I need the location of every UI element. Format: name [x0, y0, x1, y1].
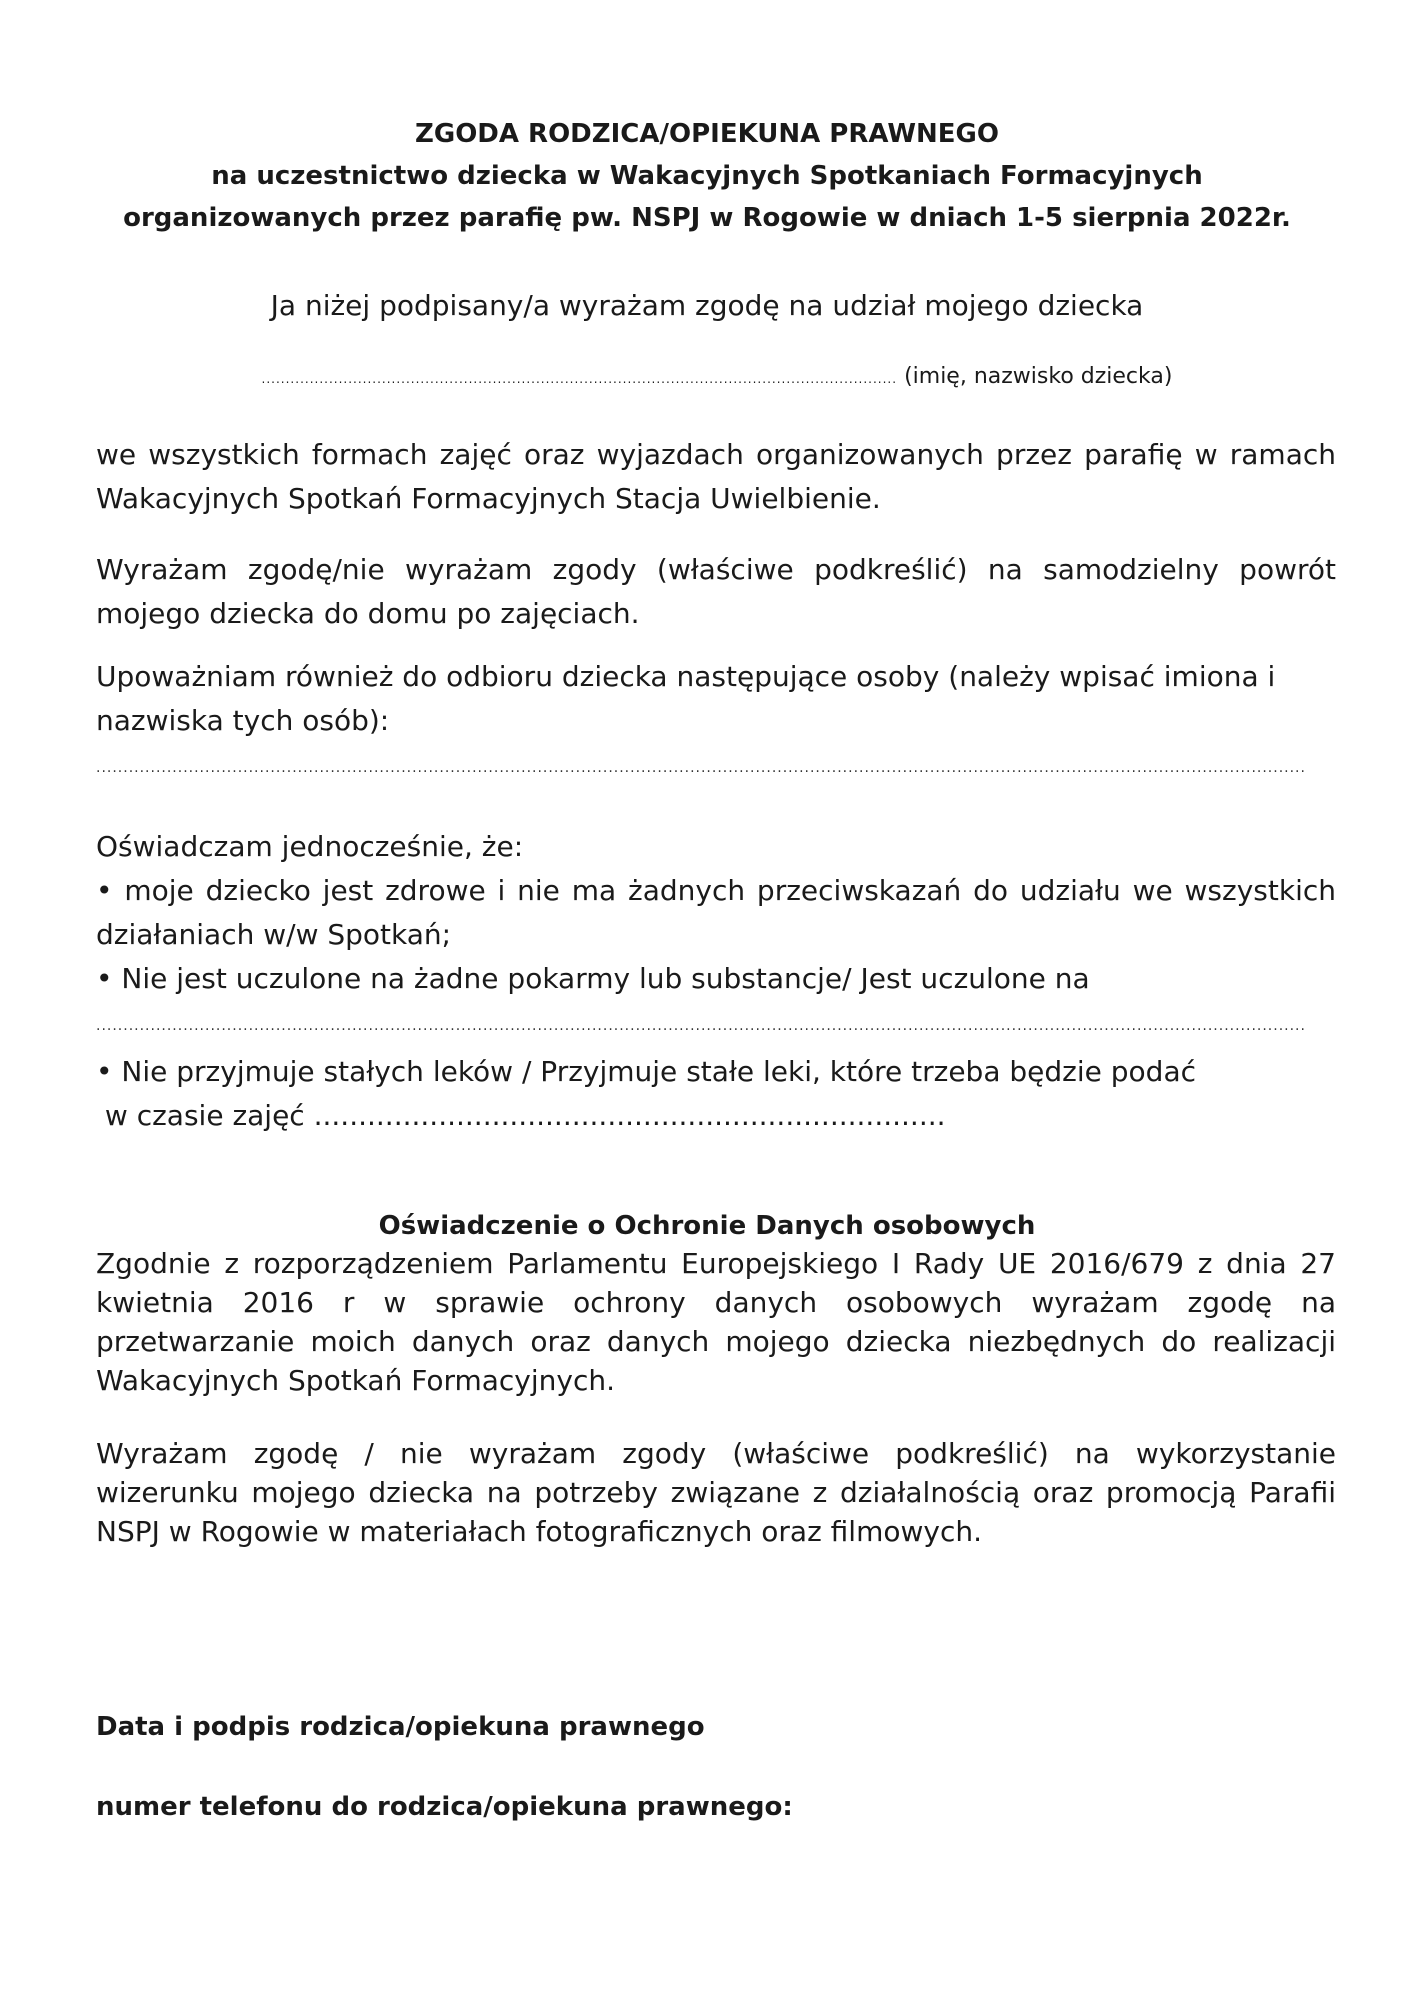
declaration-allergy: • Nie jest uczulone na żadne pokarmy lub substancje/ Jest uczulone na [96, 962, 1090, 995]
declaration-health-line-1: • moje dziecko jest zdrowe i nie ma żadnych przeciwskazań do udziału we wszystkich [96, 874, 1336, 907]
declarations [96, 825, 1336, 1001]
phone-number-label: numer telefonu do rodzica/opiekuna prawnego: [96, 1792, 793, 1822]
pickup-paragraph [96, 655, 1336, 743]
activities-line-2: Wakacyjnych Spotkań Formacyjnych Stacja Uwielbienie. [96, 482, 881, 515]
pickup-dotted-line: .............................................................................................................................................................................................................................. [96, 760, 1306, 776]
image-consent-line-1: Wyrażam zgodę / nie wyrażam zgody (właściwe podkreślić) na wykorzystanie [96, 1437, 1336, 1470]
return-paragraph [96, 548, 1336, 636]
data-protection-line-4: Wakacyjnych Spotkań Formacyjnych. [96, 1364, 616, 1397]
image-consent-line-3: NSPJ w Rogowie w materiałach fotograficznych oraz filmowych. [96, 1515, 983, 1548]
consent-intro: Ja niżej podpisany/a wyrażam zgodę na udział mojego dziecka [270, 289, 1144, 322]
return-line-2: mojego dziecka do domu po zajęciach. [96, 597, 640, 630]
return-line-1: Wyrażam zgodę/nie wyrażam zgody (właściwe podkreślić) na samodzielny powrót [96, 553, 1336, 586]
document-title [0, 113, 1414, 239]
data-protection-line-1: Zgodnie z rozporządzeniem Parlamentu Europejskiego I Rady UE 2016/679 z dnia 27 [96, 1247, 1336, 1280]
medication-declaration [96, 1050, 1336, 1138]
image-consent-paragraph [96, 1434, 1336, 1551]
data-protection-paragraph [96, 1244, 1336, 1400]
signature-date-label: Data i podpis rodzica/opiekuna prawnego [96, 1712, 705, 1742]
pickup-line-1: Upoważniam również do odbioru dziecka następujące osoby (należy wpisać imiona i [96, 660, 1276, 693]
declaration-medication-line-1: • Nie przyjmuje stałych leków / Przyjmuje stałe leki, które trzeba będzie podać [96, 1055, 1196, 1088]
data-protection-line-2: kwietnia 2016 r w sprawie ochrony danych osobowych wyrażam zgodę na [96, 1286, 1336, 1319]
activities-line-1: we wszystkich formach zajęć oraz wyjazdach organizowanych przez parafię w ramach [96, 438, 1336, 471]
data-protection-line-3: przetwarzanie moich danych oraz danych mojego dziecka niezbędnych do realizacji [96, 1325, 1336, 1358]
activities-paragraph [96, 433, 1336, 521]
title-line-1: ZGODA RODZICA/OPIEKUNA PRAWNEGO [415, 119, 999, 149]
pickup-line-2: nazwiska tych osób): [96, 704, 390, 737]
child-name-field [0, 362, 1414, 394]
child-name-dots: .................................................................................................................................... [261, 372, 898, 386]
title-line-3: organizowanych przez parafię pw. NSPJ w Rogowie w dniach 1-5 sierpnia 2022r. [123, 203, 1291, 233]
title-line-2: na uczestnictwo dziecka w Wakacyjnych Spotkaniach Formacyjnych [211, 161, 1203, 191]
data-protection-heading: Oświadczenie o Ochronie Danych osobowych [378, 1211, 1036, 1241]
image-consent-line-2: wizerunku mojego dziecka na potrzeby związane z działalnością oraz promocją Parafii [96, 1476, 1336, 1509]
declarations-heading: Oświadczam jednocześnie, że: [96, 830, 524, 863]
declaration-health-line-2: działaniach w/w Spotkań; [96, 918, 452, 951]
allergy-dotted-line: .............................................................................................................................................................................................................................. [96, 1018, 1306, 1034]
child-name-label: (imię, nazwisko dziecka) [904, 364, 1173, 389]
declaration-medication-line-2: w czasie zajęć ....................................................................... [96, 1099, 946, 1132]
